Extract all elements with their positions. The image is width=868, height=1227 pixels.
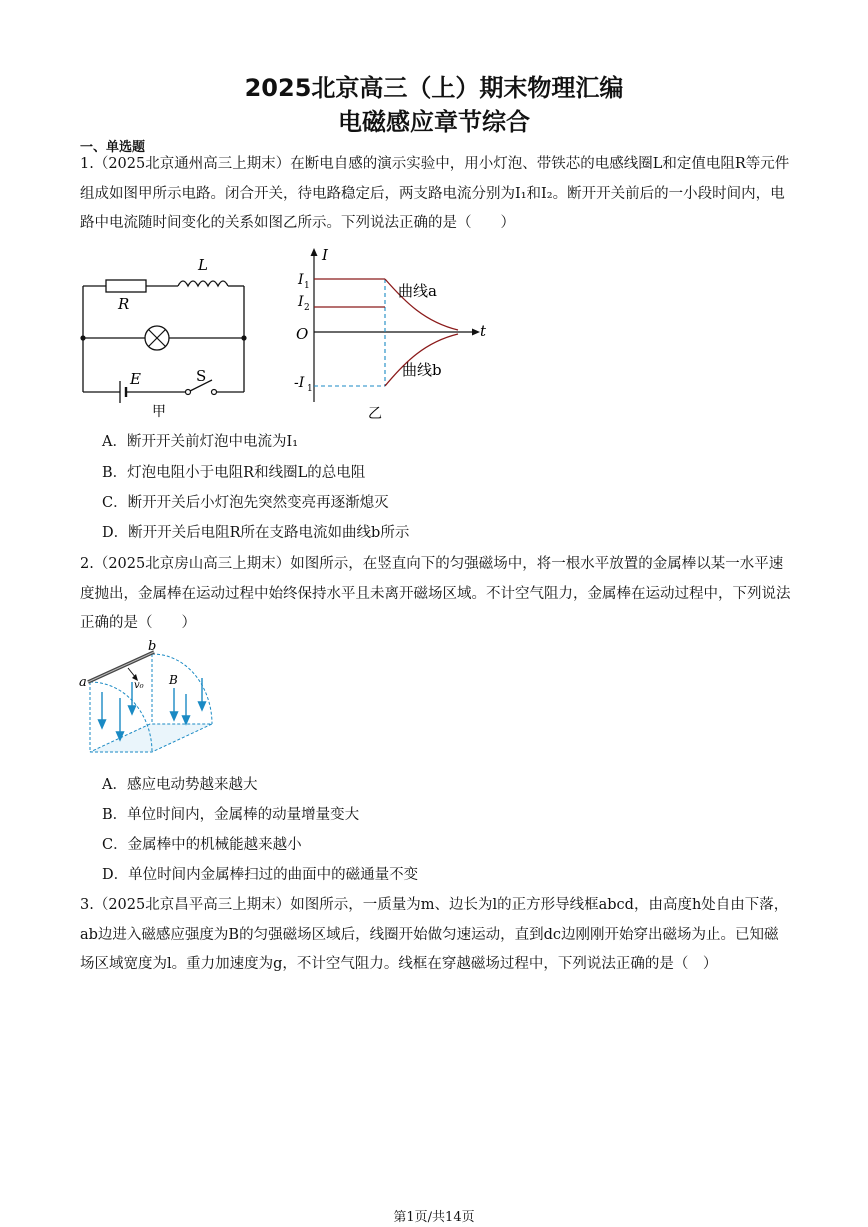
label-l: L bbox=[198, 256, 208, 274]
label-e: E bbox=[130, 370, 141, 388]
question-1-stem: 1.（2025北京通州高三上期末）在断电自感的演示实验中，用小灯泡、带铁芯的电感线圈L和定值电阻R等元件组成如图甲所示电路。闭合开关，待电路稳定后，两支路电流分别为I₁和I₂。断开开关前后的一小段时间内，电路中电流随时间变化的关系如图乙所示。下列说法正确的是（ ） bbox=[80, 156, 790, 231]
axis-t-label: t bbox=[480, 322, 487, 340]
tick-i2-sub: 2 bbox=[304, 303, 310, 313]
q1-option-c: C．断开开关后小灯泡先突然变亮再逐渐熄灭 bbox=[102, 495, 389, 511]
lamp-icon bbox=[145, 326, 169, 350]
q1-option-d: D．断开开关后电阻R所在支路电流如曲线b所示 bbox=[102, 525, 410, 541]
q2-option-b: B．单位时间内，金属棒的动量增量变大 bbox=[102, 807, 360, 823]
tick-i1-sub: 1 bbox=[304, 281, 310, 291]
tick-neg-i1-sub: 1 bbox=[307, 384, 313, 394]
resistor-r bbox=[106, 280, 146, 292]
figure-yi-graph bbox=[290, 244, 490, 424]
axis-i-label: I bbox=[322, 246, 328, 264]
page-footer: 第1页/共14页 bbox=[393, 1210, 475, 1225]
origin-label: O bbox=[296, 325, 309, 343]
q2-option-d: D．单位时间内金属棒扫过的曲面中的磁通量不变 bbox=[102, 867, 419, 883]
label-v0: v₀ bbox=[134, 680, 144, 691]
question-2-stem: 2.（2025北京房山高三上期末）如图所示，在竖直向下的匀强磁场中，将一根水平放置的金属棒以某一水平速度抛出，金属棒在运动过程中始终保持水平且未离开磁场区域。不计空气阻力，金属棒在运动过程中，下列说法正确的是（ ） bbox=[80, 556, 791, 631]
tick-i2: I bbox=[298, 294, 304, 310]
q1-option-a: A．断开开关前灯泡中电流为I₁ bbox=[102, 434, 299, 450]
label-s: S bbox=[196, 367, 207, 385]
figure-jia-circuit bbox=[78, 252, 258, 422]
page-title: 2025北京高三（上）期末物理汇编 bbox=[244, 74, 624, 102]
battery-icon bbox=[120, 381, 126, 403]
figure-metal-rod-field bbox=[76, 640, 226, 770]
q2-option-a: A．感应电动势越来越大 bbox=[102, 777, 258, 793]
tick-neg-i1: -I bbox=[294, 375, 305, 391]
inductor-coil bbox=[178, 281, 228, 286]
label-field-b: B bbox=[169, 673, 178, 687]
label-a: a bbox=[79, 675, 87, 690]
curve-a-label: 曲线a bbox=[398, 282, 437, 300]
label-r: R bbox=[118, 295, 130, 313]
label-b: b bbox=[148, 639, 157, 654]
curve-b-label: 曲线b bbox=[402, 361, 442, 379]
page-subtitle: 电磁感应章节综合 bbox=[338, 108, 530, 136]
section-title: 一、单选题 bbox=[80, 140, 146, 155]
tick-i1: I bbox=[298, 272, 304, 288]
caption-yi: 乙 bbox=[368, 406, 382, 422]
caption-jia: 甲 bbox=[152, 404, 166, 420]
q2-option-c: C．金属棒中的机械能越来越小 bbox=[102, 837, 302, 853]
question-3-stem: 3.（2025北京昌平高三上期末）如图所示，一质量为m、边长为l的正方形导线框abcd，由高度h处自由下落，ab边进入磁感应强度为B的匀强磁场区域后，线圈开始做匀速运动，直到dc边刚刚开始穿出磁场为止。已知磁场区域宽度为l。重力加速度为g，不计空气阻力。线框在穿越磁场过程中，下列说法正确的是（ ） bbox=[80, 897, 789, 972]
q1-option-b: B．灯泡电阻小于电阻R和线圈L的总电阻 bbox=[102, 465, 366, 481]
